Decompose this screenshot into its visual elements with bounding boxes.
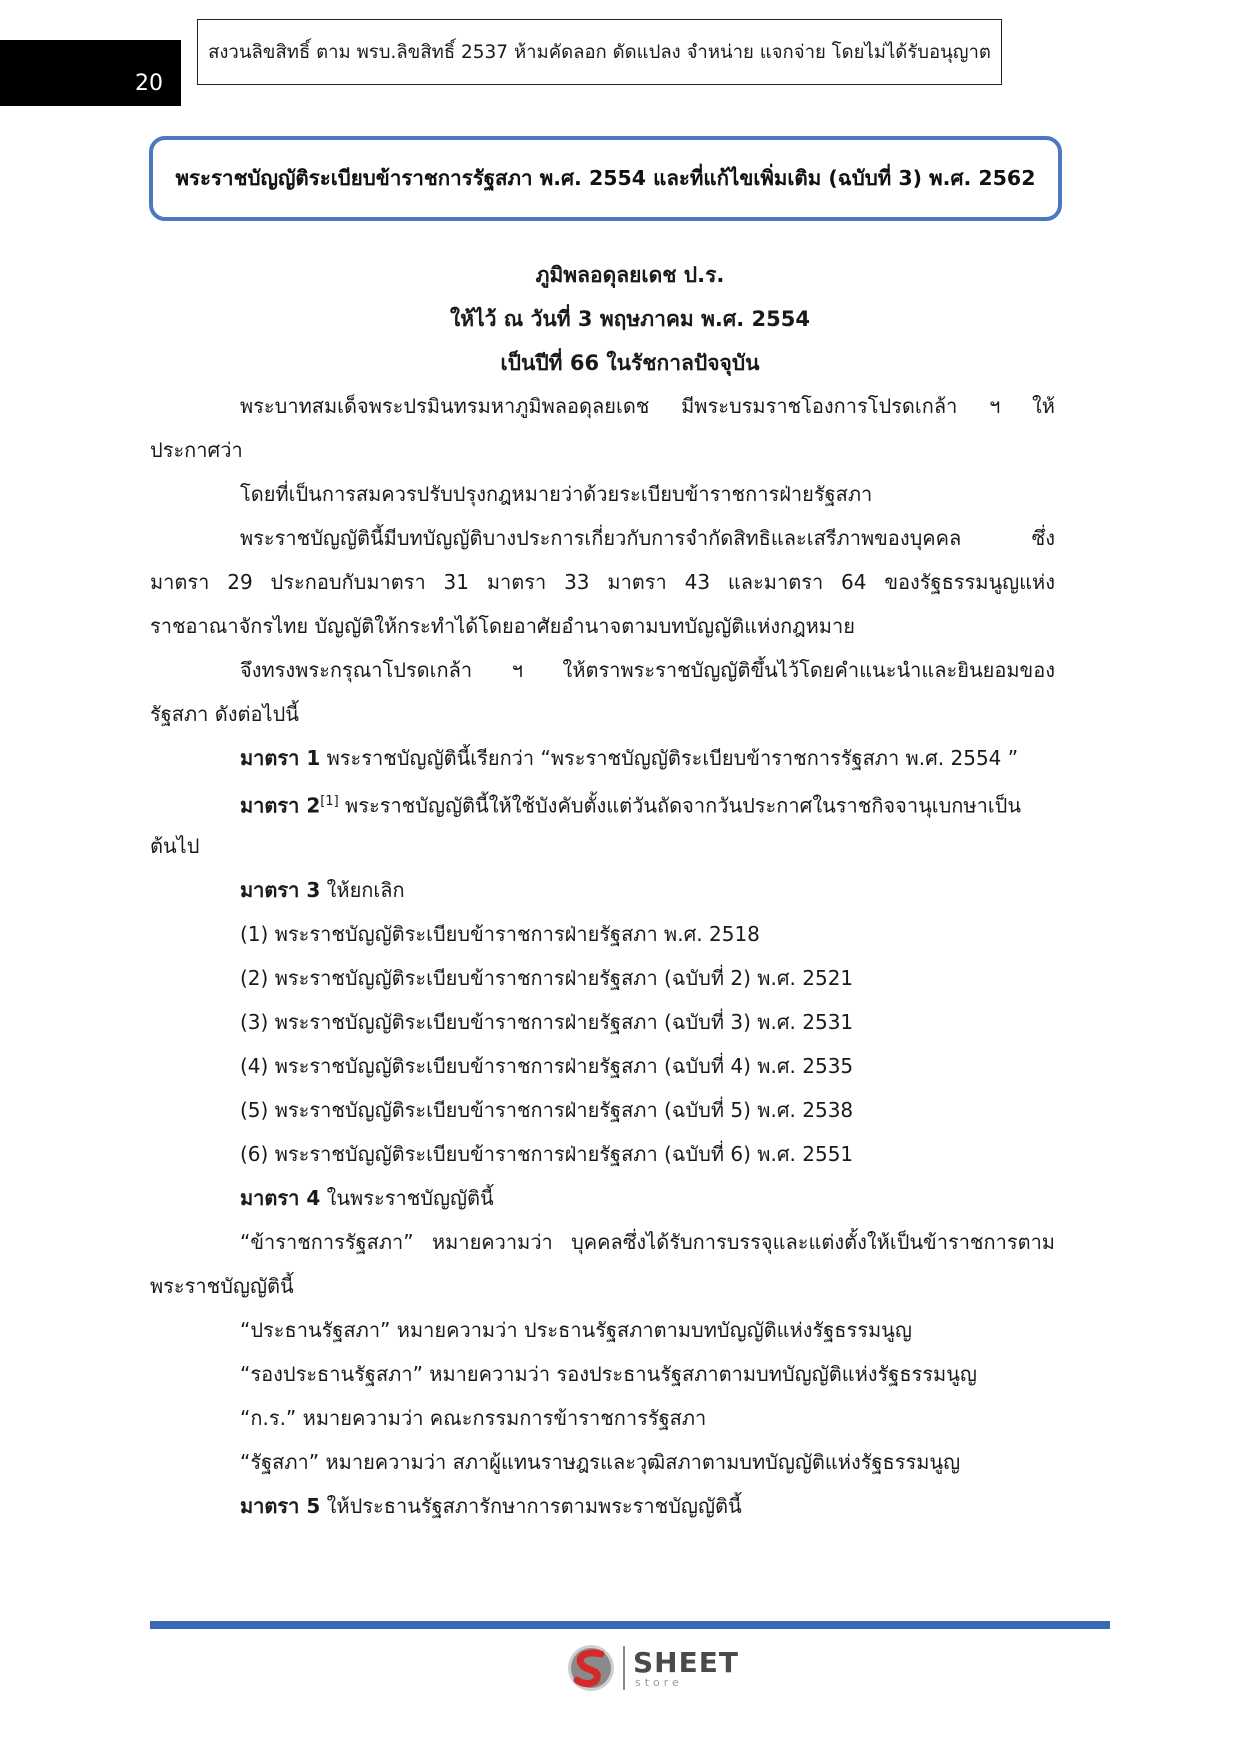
definition: “ประธานรัฐสภา” หมายความว่า ประธานรัฐสภาตามบทบัญญัติแห่งรัฐธรรมนูญ: [240, 1318, 912, 1342]
definition: “ก.ร.” หมายความว่า คณะกรรมการข้าราชการรัฐสภา: [240, 1406, 707, 1430]
repeal-item: (3) พระราชบัญญัติระเบียบข้าราชการฝ่ายรัฐสภา (ฉบับที่ 3) พ.ศ. 2531: [240, 1010, 854, 1034]
copyright-notice: สงวนลิขสิทธิ์ ตาม พรบ.ลิขสิทธิ์ 2537 ห้ามคัดลอก ดัดแปลง จำหน่าย แจกจ่าย โดยไม่ได้รับอนุญาต: [197, 19, 1002, 85]
repeal-item: (6) พระราชบัญญัติระเบียบข้าราชการฝ่ายรัฐสภา (ฉบับที่ 6) พ.ศ. 2551: [240, 1142, 854, 1166]
signature-line: ภูมิพลอดุลยเดช ป.ร.: [535, 263, 725, 287]
section-3: [240, 875, 405, 905]
section-4: [240, 1183, 494, 1213]
logo-text: SHEET: [633, 1646, 739, 1679]
section-5: [240, 1491, 742, 1521]
logo-subtext: store: [635, 1676, 683, 1689]
section-label: มาตรา 3: [240, 878, 321, 902]
section-label: มาตรา 2: [240, 793, 321, 818]
section-text-cont: ต้นไป: [150, 834, 200, 858]
logo-s-icon: [563, 1640, 619, 1696]
preamble-line: ราชอาณาจักรไทย บัญญัติให้กระทำได้โดยอาศัยอำนาจตามบทบัญญัติแห่งกฎหมาย: [150, 614, 855, 638]
section-label: มาตรา 4: [240, 1186, 321, 1210]
definition: “รองประธานรัฐสภา” หมายความว่า รองประธานรัฐสภาตามบทบัญญัติแห่งรัฐธรรมนูญ: [240, 1362, 977, 1386]
repeal-item: (4) พระราชบัญญัติระเบียบข้าราชการฝ่ายรัฐสภา (ฉบับที่ 4) พ.ศ. 2535: [240, 1054, 854, 1078]
repeal-item: (2) พระราชบัญญัติระเบียบข้าราชการฝ่ายรัฐสภา (ฉบับที่ 2) พ.ศ. 2521: [240, 966, 854, 990]
section-text: ให้ประธานรัฐสภารักษาการตามพระราชบัญญัตินี้: [320, 1494, 742, 1518]
sheet-store-logo: [563, 1640, 753, 1696]
section-label: มาตรา 1: [240, 746, 321, 770]
preamble-line: จึงทรงพระกรุณาโปรดเกล้า ฯ ให้ตราพระราชบัญญัติขึ้นไว้โดยคำแนะนำและยินยอมของ: [240, 658, 1055, 682]
preamble-line: พระราชบัญญัตินี้มีบทบัญญัติบางประการเกี่ยวกับการจำกัดสิทธิและเสรีภาพของบุคคล ซึ่ง: [240, 526, 1055, 550]
definition-cont: พระราชบัญญัตินี้: [150, 1274, 294, 1298]
section-2: [240, 787, 1021, 821]
preamble-line: พระบาทสมเด็จพระปรมินทรมหาภูมิพลอดุลยเดช มีพระบรมราชโองการโปรดเกล้า ฯ ให้: [240, 394, 1055, 418]
section-text: พระราชบัญญัตินี้เรียกว่า “พระราชบัญญัติระเบียบข้าราชการรัฐสภา พ.ศ. 2554 ”: [320, 746, 1019, 770]
preamble-line: โดยที่เป็นการสมควรปรับปรุงกฎหมายว่าด้วยระเบียบข้าราชการฝ่ายรัฐสภา: [240, 482, 873, 506]
section-text: ในพระราชบัญญัตินี้: [320, 1186, 494, 1210]
page-number-box: [0, 40, 181, 106]
footer-divider: [150, 1621, 1110, 1629]
footnote-ref: [1]: [320, 794, 339, 809]
repeal-item: (1) พระราชบัญญัติระเบียบข้าราชการฝ่ายรัฐสภา พ.ศ. 2518: [240, 922, 760, 946]
reign-year-line: เป็นปีที่ 66 ในรัชกาลปัจจุบัน: [500, 351, 760, 375]
date-line: ให้ไว้ ณ วันที่ 3 พฤษภาคม พ.ศ. 2554: [450, 307, 810, 331]
preamble-line: ประกาศว่า: [150, 438, 243, 462]
section-label: มาตรา 5: [240, 1494, 321, 1518]
definition: “ข้าราชการรัฐสภา” หมายความว่า บุคคลซึ่งได้รับการบรรจุและแต่งตั้งให้เป็นข้าราชการตาม: [240, 1230, 1055, 1254]
document-title: พระราชบัญญัติระเบียบข้าราชการรัฐสภา พ.ศ. 2554 และที่แก้ไขเพิ่มเติม (ฉบับที่ 3) พ.ศ. 2562: [149, 136, 1062, 221]
section-text: ให้ยกเลิก: [320, 878, 405, 902]
section-text: พระราชบัญญัตินี้ให้ใช้บังคับตั้งแต่วันถัดจากวันประกาศในราชกิจจานุเบกษาเป็น: [338, 793, 1022, 818]
page-number: 20: [135, 71, 163, 96]
preamble-line: มาตรา 29 ประกอบกับมาตรา 31 มาตรา 33 มาตรา 43 และมาตรา 64 ของรัฐธรรมนูญแห่ง: [150, 570, 1055, 594]
preamble-line: รัฐสภา ดังต่อไปนี้: [150, 702, 299, 726]
repeal-item: (5) พระราชบัญญัติระเบียบข้าราชการฝ่ายรัฐสภา (ฉบับที่ 5) พ.ศ. 2538: [240, 1098, 854, 1122]
section-1: [240, 743, 1018, 773]
definition: “รัฐสภา” หมายความว่า สภาผู้แทนราษฎรและวุฒิสภาตามบทบัญญัติแห่งรัฐธรรมนูญ: [240, 1450, 961, 1474]
logo-divider: [623, 1646, 625, 1690]
